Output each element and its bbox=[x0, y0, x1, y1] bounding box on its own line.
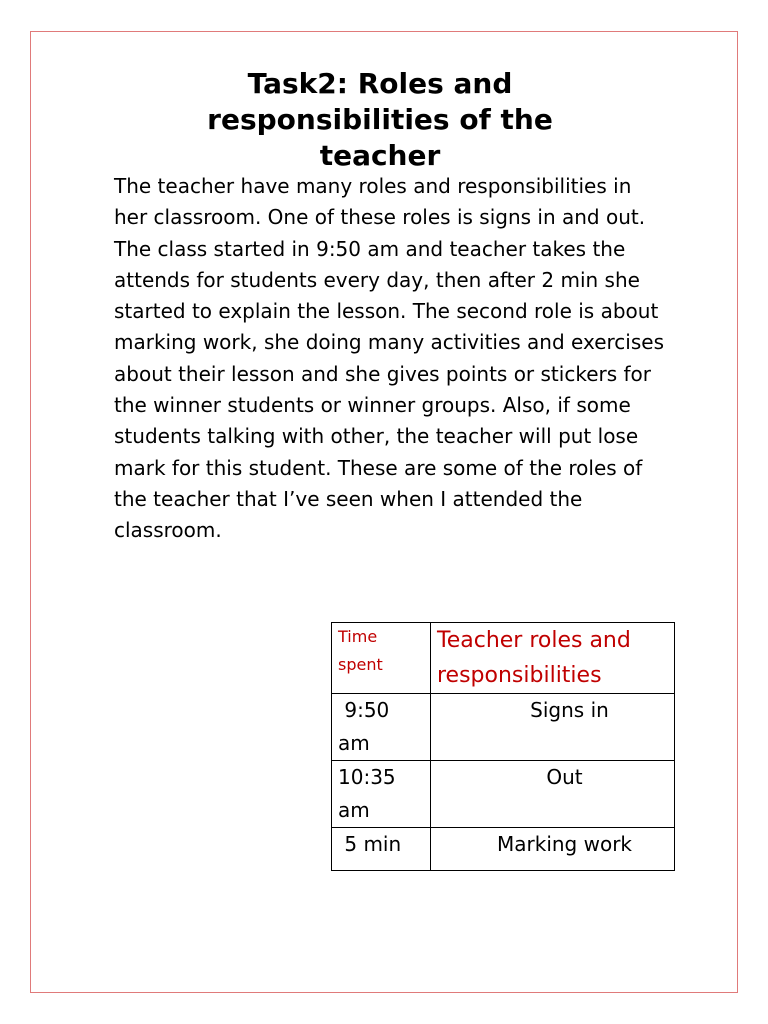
role-cell: Signs in bbox=[431, 694, 675, 761]
document-title: Task2: Roles and responsibilities of the teacher bbox=[207, 67, 553, 170]
table-row bbox=[332, 761, 675, 828]
header-time-spent: Time spent bbox=[332, 623, 431, 694]
table-row bbox=[332, 828, 675, 871]
role-cell: Out bbox=[431, 761, 675, 828]
time-cell: 5 min bbox=[332, 828, 431, 871]
table-header-row bbox=[332, 623, 675, 694]
role-cell: Marking work bbox=[431, 828, 675, 871]
header-teacher-roles: Teacher roles and responsibilities bbox=[431, 623, 675, 694]
roles-table bbox=[331, 622, 675, 871]
table-row bbox=[332, 694, 675, 761]
time-cell: 9:50 am bbox=[332, 694, 431, 761]
body-paragraph: The teacher have many roles and responsibilities in her classroom. One of these roles is signs in and out. The class started in 9:50 am and teacher takes the attends for students every day, then after 2 min she started to explain the lesson. The second role is about marking work, she doing many activities and exercises about their lesson and she gives points or stickers for the winner students or winner groups. Also, if some students talking with other, the teacher will put lose mark for this student. These are some of the roles of the teacher that I’ve seen when I attended the classroom. bbox=[114, 171, 670, 547]
time-cell: 10:35 am bbox=[332, 761, 431, 828]
